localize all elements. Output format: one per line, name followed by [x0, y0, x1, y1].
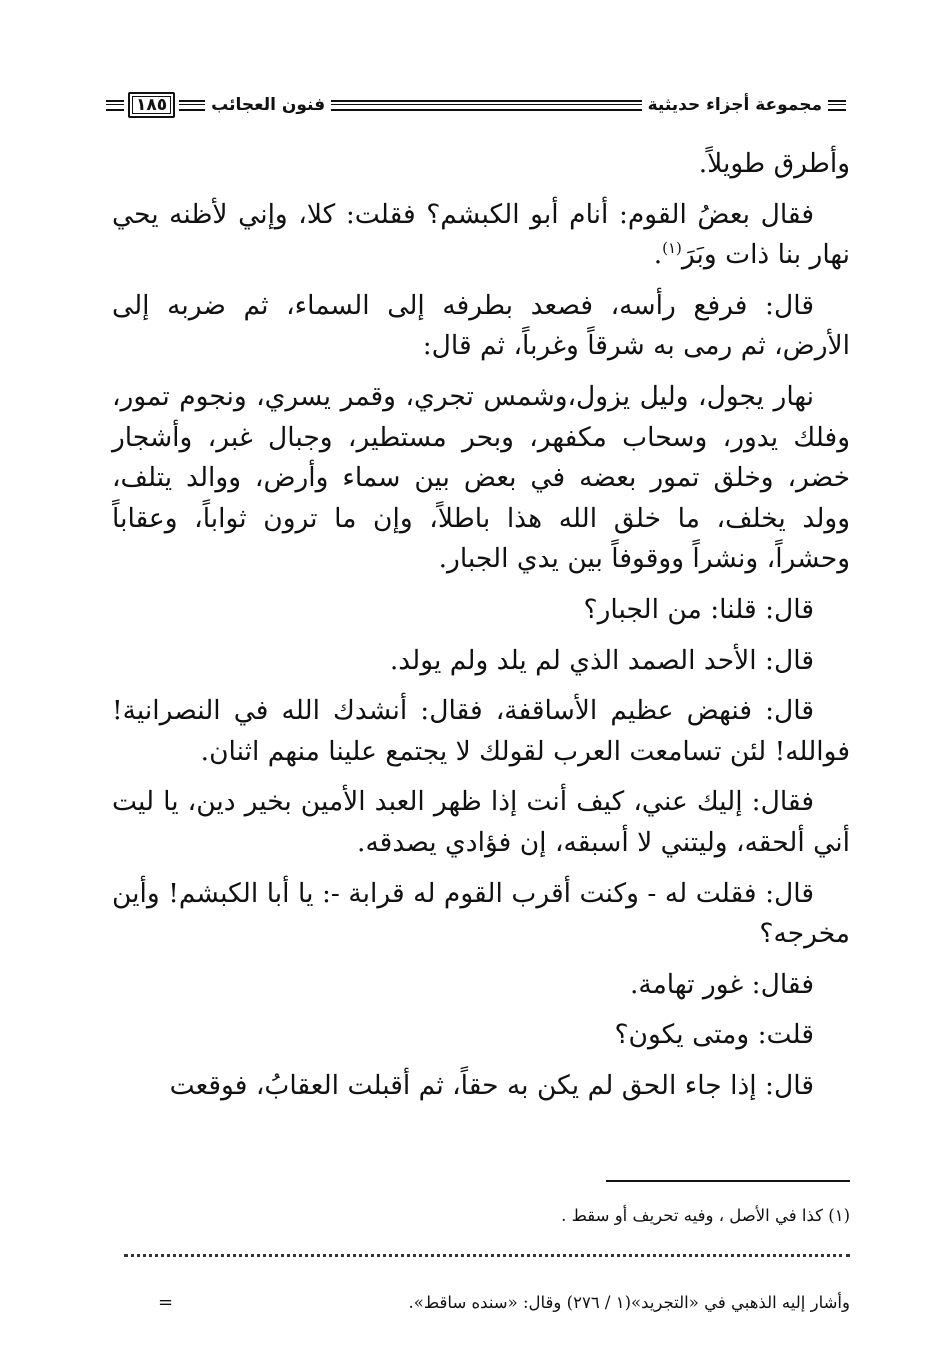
- paragraph: [112, 195, 850, 276]
- paragraph: قلت: ومتى يكون؟: [614, 1019, 814, 1051]
- page-number: ١٨٥: [128, 92, 175, 118]
- paragraph-text: فقال بعضُ القوم: أنام أبو الكبشم؟ فقلت: كلا، وإني لأظنه يحي نهار بنا ذات وبَرَ: [112, 198, 850, 271]
- book-title: مجموعة أجزاء حديثية: [647, 95, 822, 115]
- footnote-separator: [606, 1180, 850, 1182]
- paragraph: وأطرق طويلاً.: [698, 148, 850, 179]
- header-rule-end: [106, 100, 124, 111]
- footnote-reference[interactable]: (١): [662, 239, 682, 258]
- paragraph: قال: الأحد الصمد الذي لم يلد ولم يولد.: [389, 644, 814, 676]
- header-rule-middle: [331, 100, 641, 111]
- continuation-mark: =: [158, 1292, 174, 1313]
- paragraph: قال: فنهض عظيم الأساقفة، فقال: أنشدك الله في النصرانية! فوالله! لئن تسامعت العرب لقولك لا يجتمع علينا منهم اثنان.: [112, 695, 850, 767]
- paragraph: قال: قلنا: من الجبار؟: [583, 593, 814, 625]
- header-rule-right: [828, 100, 846, 111]
- header-rule-left: [179, 100, 205, 111]
- dotted-divider: [124, 1254, 850, 1261]
- paragraph-end: .: [653, 239, 663, 271]
- footnote-1: (١) كذا في الأصل ، وفيه تحريف أو سقط .: [561, 1206, 850, 1225]
- chapter-title: فنون العجائب: [211, 95, 326, 115]
- paragraph: قال: فقلت له - وكنت أقرب القوم له قرابة -: يا أبا الكبشم! وأين مخرجه؟: [112, 877, 850, 950]
- continuation-text: وأشار إليه الذهبي في «التجريد»(١ / ٢٧٦) وقال: «سنده ساقط».: [408, 1293, 850, 1312]
- main-text: [112, 144, 850, 1116]
- paragraph: فقال: غور تهامة.: [629, 968, 814, 1000]
- paragraph: قال: إذا جاء الحق لم يكن به حقاً، ثم أقبلت العقابُ، فوقعت: [169, 1069, 814, 1101]
- paragraph: قال: فرفع رأسه، فصعد بطرفه إلى السماء، ثم ضربه إلى الأرض، ثم رمى به شرقاً وغرباً، ثم قال:: [112, 289, 850, 362]
- footnote-continuation: [112, 1290, 850, 1316]
- paragraph: نهار يجول، وليل يزول،وشمس تجري، وقمر يسري، ونجوم تمور، وفلك يدور، وسحاب مكفهر، وبحر مستطير، وجبال غبر، وأشجار خضر، وخلق تمور بعضه في بعض بين سماء وأرض، ووالد يتلف، وولد يخلف، ما خلق الله هذا باطلاً، وإن ما ترون ثواباً، وعقاباً وحشراً، ونشراً ووقوفاً بين يدي الجبار.: [112, 380, 850, 575]
- paragraph: فقال: إليك عني، كيف أنت إذا ظهر العبد الأمين بخير دين، يا ليت أني ألحقه، وليتني لا أسبقه، إن فؤادي يصدقه.: [112, 786, 850, 858]
- running-header: [106, 84, 846, 126]
